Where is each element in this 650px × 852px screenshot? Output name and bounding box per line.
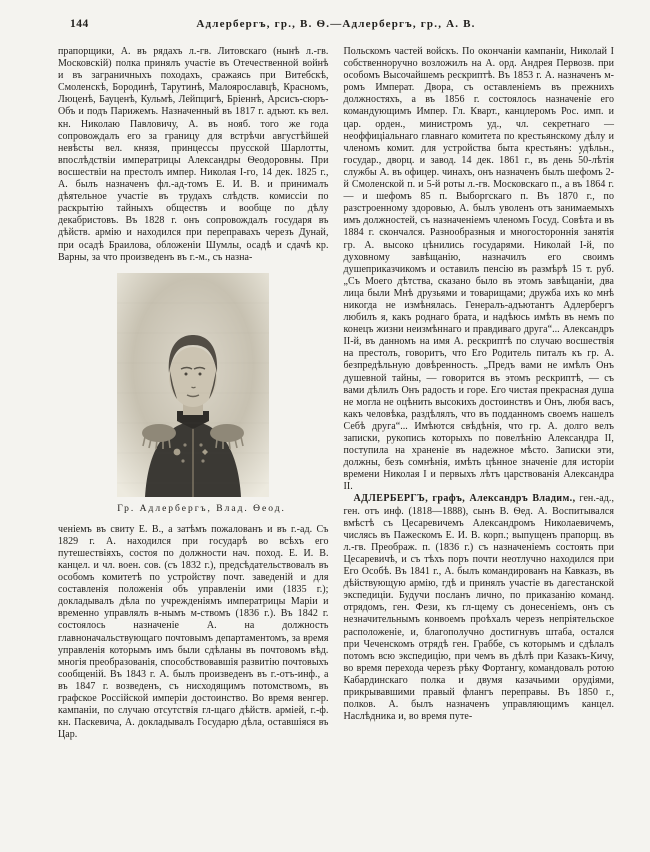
entry-paragraph: [344, 493, 615, 723]
portrait-caption: Гр. Адлербергъ, Влад. Ѳеод.: [117, 503, 286, 514]
engraved-portrait-icon: [117, 273, 269, 497]
portrait-image: [117, 273, 269, 497]
two-column-layout: [58, 46, 614, 741]
page-header: [58, 18, 614, 36]
portrait-figure: [117, 273, 286, 514]
right-column: [344, 46, 615, 741]
body-text: ченіемъ въ свиту Е. В., а затѣмъ пожалованъ и въ г.-ад. Съ 1829 г. А. находился при государѣ во всѣхъ его путешествіяхъ, состоя по должности нач. поход. Е. И. В. канцел. и чл. воен. сов. (съ 1832 г.), предсѣдательствовалъ въ особомъ комитетѣ по устройству почт. заведеній и для составленія положенія объ управленіи ими (1835 г.); докладывалъ дѣла по учрежденіямъ императрицы Маріи и временно управлялъ в-нымъ м-ствомъ (1836 г.). Въ 1842 г. состоялось назначеніе А. на должность главноначальствующаго почтовымъ департаментомъ, за время управленія которымъ имъ были сдѣланы въ почтовомъ вѣд. многія преобразованія, способствовавшія развитію почтовыхъ сообщеній. Въ 1843 г. А. былъ произведенъ въ г.-отъ-инф., а въ 1847 г. возведенъ, съ нисходящимъ потомствомъ, въ графское Россійской имперіи достоинство. Во время венгер. кампаніи, по случаю отсутствія гл-щаго дѣйств. арміей, г.-ф. кн. Паскевича, А. докладывалъ Государю дѣла, оставшіяся въ Цар.: [58, 523, 329, 741]
running-header: Адлербергъ, гр., В. Ѳ.—Адлербергъ, гр., А. В.: [196, 18, 476, 30]
body-text: прапорщики, А. въ рядахъ л.-гв. Литовскаго (нынѣ л.-гв. Московскій) полка принялъ участіе въ Отечественной войнѣ и въ заграничныхъ походахъ, сражаясь при Витебскѣ, Смоленскѣ, Бородинѣ, Тарутинѣ, Малоярославцѣ, Красномъ, Люценѣ, Бауценѣ, Кульмѣ, Лейпцигѣ, Бріеннѣ, Арсисъ-сюръ-Объ и подъ Парижемъ. Назначенный въ 1817 г. адъют. къ вел. кн. Николаю Павловичу, А. въ нояб. того же года сопровождалъ его за границу для встрѣчи августѣйшей невѣсты вел. князя, принцессы прусской Шарлотты, впослѣдствіи императрицы Александры Ѳеодоровны. При восшествіи на престолъ импер. Николая I-го, 14 дек. 1825 г., А. былъ назначенъ фл.-ад-томъ Е. И. В. и принималъ дѣятельное участіе въ трудахъ слѣдств. комиссіи по раскрытію тайныхъ обществъ и вообще по дѣлу декабристовъ. Въ 1828 г. онъ сопровождалъ государя въ дѣйств. армію и находился при переправахъ черезъ Дунай, при осадѣ Браилова, обложеніи Шумлы, осадѣ и сдачѣ кр. Варны, за что произведенъ въ г.-м., съ назна-: [58, 46, 329, 263]
entry-heading: АДЛЕРБЕРГЪ, графъ, Александръ Владим.,: [353, 493, 576, 505]
body-text: Польскомъ частей войскъ. По окончаніи кампаніи, Николай I собственноручно возложилъ на А. орд. Андрея Первозв. при особомъ Высочайшемъ рескриптѣ. Въ 1853 г. А. назначенъ м-ромъ Императ. Двора, съ оставленіемъ въ прежнихъ должностяхъ, а въ 1856 г. состоялось назначеніе его командующимъ Импер. Гл. Кварт., канцлеромъ Рос. имп. и цар. орден., министромъ уд., чл. секретнаго — неоффиціальнаго главнаго комитета по крестьянскому дѣлу и членомъ комит. для устройства быта крестьянъ: удѣльн., государ., дворц. и завод. 14 дек. 1861 г., въ день 50-лѣтія службы А. въ офицер. чинахъ, онъ назначенъ былъ шефомъ 2-й Смоленской п. и 5-й роты л.-гв. Московскаго п., а въ 1864 г. — и шефомъ 85 п. Выборгскаго п. Въ 1870 г., по разстроенному здоровью, А. былъ уволенъ отъ занимаемыхъ имъ должностей, съ назначеніемъ членомъ Госуд. Совѣта и въ 1884 г. скончался. Разнообразныя и многостороннія занятія гр. А. высоко цѣнились государями. Николай I-й, по духовному завѣщанію, назначилъ его своимъ душеприказчикомъ и оставилъ пенсію въ размѣрѣ 15 т. руб. „Съ Моего дѣтства, сказано было въ этомъ завѣщаніи, два лица были Мнѣ друзьями и товарищами; дружба ихъ ко мнѣ никогда не измѣнялась. Генералъ-адъютантъ Адлербергъ любилъ я, какъ роднаго брата, и надѣюсь имѣть въ немъ по конецъ жизни неизмѣннаго и правдиваго друга“... Александръ II-й, въ данномъ на имя А. рескриптѣ по случаю восшествія на престолъ, говоритъ, что Его Родитель питалъ къ гр. А. безпредѣльную довѣренность. „Предъ вами не имѣлъ Онъ душевной тайны, — говорится въ этомъ рескриптѣ, — съ вами дѣлилъ Онъ радость и горе. Его чистая прекрасная душа не могла не оцѣнить высокихъ достоинствъ и Онъ, любя васъ, какъ человѣка, раздѣлялъ, что въ подданномъ своемъ нашелъ Себѣ друга“... Имѣются свѣдѣнія, что гр. А. долго велъ записки, рукопись которыхъ по повелѣнію Александра II, поступила на храненіе въ надежное мѣсто. Записки эти, должны, безъ сомнѣнія, имѣть цѣнное значеніе для исторіи времени Николая I и первыхъ лѣтъ царствованія Александра II.: [343, 46, 614, 493]
entry-body-text: ген.-ад., ген. отъ инф. (1818—1888), сынъ В. Ѳед. А. Воспитывался вмѣстѣ съ Цесаревичемъ Александромъ Николаевичемъ, числясь въ Пажескомъ Е. И. В. корп.; выпущенъ прапорщ. въ л.-гв. Преображ. п. (1836 г.) съ назначеніемъ состоять при Цесаревичѣ, и съ тѣхъ поръ почти неотлучно находился при Его Особѣ. Въ 1841 г., А. былъ командированъ на Кавказъ, въ дѣйствующую армію, гдѣ и принялъ участіе въ дагестанской экспедиціи. Будучи посланъ лично, по приказанію команд. отрядомъ, ген. Фези, къ гл-щему съ донесеніемъ, онъ съ незначительнымъ конвоемъ проѣхалъ черезъ непріятельское расположеніе, и, благополучно достигнувъ штаба, остался при Чеченскомъ отрядѣ ген. Граббе, съ которымъ и сдѣлалъ потомъ всю экспедицію, при чемъ въ дѣлѣ при Казакъ-Кичу, во время перехода черезъ рѣку Фортангу, командовалъ ротою Кабардинскаго полка и двумя казачьими орудіями, прикрывавшими правый флангъ переправы. Въ 1850 г., полков. А. былъ назначенъ управляющимъ канцел. Наслѣдника и, во время путе-: [343, 493, 614, 723]
page-number: 144: [70, 18, 89, 30]
left-column: [58, 46, 329, 741]
